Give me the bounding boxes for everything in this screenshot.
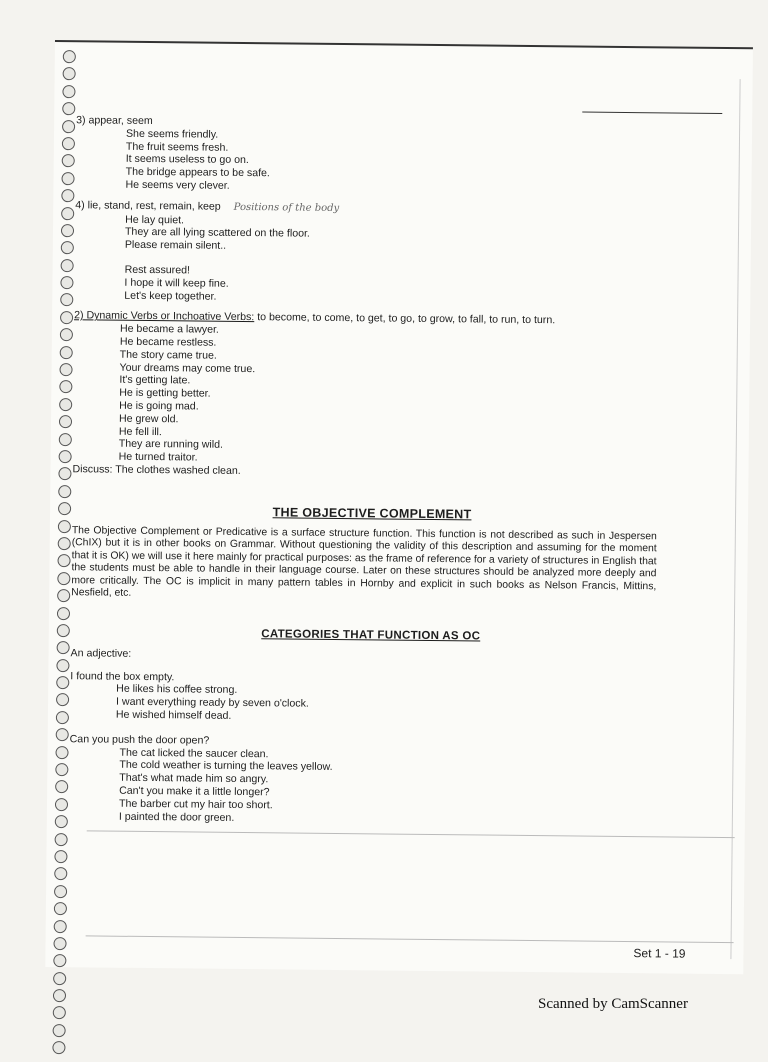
- example-line: They are all lying scattered on the floor.: [124, 226, 310, 241]
- binder-hole: [53, 954, 66, 967]
- heading-rest: to become, to come, to get, to go, to grow, to fall, to run, to turn.: [254, 311, 556, 327]
- binder-hole: [59, 450, 72, 463]
- binder-hole: [62, 120, 75, 133]
- scanner-watermark: Scanned by CamScanner: [538, 996, 688, 1012]
- binder-hole: [62, 102, 75, 115]
- example-line: I want everything ready by seven o'clock.: [116, 695, 309, 710]
- example-line: Rest assured!: [124, 263, 191, 277]
- margin-line: [730, 79, 740, 959]
- example-line: The cold weather is turning the leaves yellow.: [119, 759, 333, 774]
- binder-hole: [55, 746, 68, 759]
- binder-hole: [54, 902, 67, 915]
- document-page: [45, 40, 753, 974]
- binder-hole: [59, 433, 72, 446]
- binder-hole: [56, 711, 69, 724]
- binder-hole: [57, 589, 70, 602]
- binder-hole: [62, 85, 75, 98]
- example-line: Your dreams may come true.: [119, 361, 256, 375]
- page-set-label: Set 1 - 19: [633, 946, 686, 961]
- divider: [87, 830, 735, 838]
- binder-hole: [55, 780, 68, 793]
- binder-hole: [53, 937, 66, 950]
- example-line: I hope it will keep fine.: [124, 276, 229, 290]
- example-line: The fruit seems fresh.: [125, 140, 229, 154]
- binder-hole: [59, 380, 72, 393]
- subheading-adjective: An adjective:: [70, 647, 132, 660]
- binder-hole: [60, 276, 73, 289]
- binder-hole: [53, 1024, 66, 1037]
- title-text: THE OBJECTIVE COMPLEMENT: [272, 505, 472, 522]
- example-line: That's what made him so angry.: [119, 771, 269, 786]
- binder-hole: [61, 259, 74, 272]
- binder-hole: [59, 398, 72, 411]
- example-line: The bridge appears to be safe.: [125, 165, 270, 180]
- example-line: He is getting better.: [119, 386, 211, 400]
- binder-hole: [56, 676, 69, 689]
- binder-hole: [57, 572, 70, 585]
- binder-hole: [58, 485, 71, 498]
- example-line: They are running wild.: [118, 438, 224, 452]
- example-line: He is going mad.: [119, 399, 199, 413]
- example-line: He likes his coffee strong.: [116, 683, 238, 697]
- binder-hole: [63, 67, 76, 80]
- heading-text: 4) lie, stand, rest, remain, keep: [75, 199, 221, 213]
- example-line: Please remain silent..: [124, 238, 227, 252]
- binder-hole: [55, 815, 68, 828]
- binder-hole: [59, 415, 72, 428]
- section1-examples: [75, 127, 676, 197]
- binder-hole: [56, 659, 69, 672]
- binder-hole: [56, 694, 69, 707]
- binder-hole: [54, 850, 67, 863]
- example-line: He became restless.: [119, 335, 217, 349]
- binder-hole: [60, 328, 73, 341]
- binder-hole: [55, 833, 68, 846]
- binder-hole: [55, 763, 68, 776]
- heading-label: 2) Dynamic Verbs or Inchoative Verbs:: [74, 309, 255, 324]
- binder-hole: [63, 50, 76, 63]
- example-line: He lay quiet.: [125, 213, 185, 226]
- binder-hole: [61, 241, 74, 254]
- example-line: Can you push the door open?: [69, 733, 210, 747]
- title-text: CATEGORIES THAT FUNCTION AS OC: [261, 628, 481, 643]
- top-rule: [582, 112, 722, 114]
- example-line: He grew old.: [118, 412, 179, 426]
- example-line: I found the box empty.: [70, 669, 175, 683]
- binder-hole: [53, 989, 66, 1002]
- example-line: He seems very clever.: [125, 178, 230, 192]
- binder-hole: [58, 520, 71, 533]
- example-line: Let's keep together.: [124, 289, 217, 303]
- binder-hole: [61, 224, 74, 237]
- binder-hole: [57, 641, 70, 654]
- binder-hole: [54, 885, 67, 898]
- binder-hole: [62, 154, 75, 167]
- example-line: The cat licked the saucer clean.: [119, 746, 269, 760]
- example-line: He became a lawyer.: [119, 322, 219, 336]
- binder-hole: [54, 867, 67, 880]
- divider: [86, 935, 734, 943]
- example-line: The barber cut my hair too short.: [118, 797, 273, 812]
- binder-hole: [55, 798, 68, 811]
- example-line: Can't you make it a little longer?: [119, 784, 270, 799]
- example-line: She seems friendly.: [125, 127, 219, 141]
- document-content: [69, 114, 676, 829]
- example-line: It's getting late.: [119, 374, 191, 387]
- example-line: It seems useless to go on.: [125, 153, 249, 167]
- binder-hole: [61, 189, 74, 202]
- example-line: He wished himself dead.: [115, 708, 232, 722]
- example-line: I painted the door green.: [118, 810, 235, 824]
- binder-hole: [57, 554, 70, 567]
- objective-complement-paragraph: The Objective Complement or Predicative is a surface structure function. This function is not described as such in Jespersen (ChIX) but it is in other books on Grammar. Without questioning the validity of this description and assuming for the moment that it is OK) we will use it here mainly for practical purposes: as the frame of reference for a variety of structures in English that the students must be able to handle in their language course. Later on these structures should be analyzed more deeply and more critically. The OC is implicit in many pattern tables in Hornby and explicit in such books as Nelson Francis, Mittins, Nesfield, etc.: [71, 524, 657, 600]
- binder-hole: [60, 346, 73, 359]
- example-line: The story came true.: [119, 348, 217, 362]
- binder-hole: [57, 624, 70, 637]
- binder-hole: [53, 972, 66, 985]
- binder-hole: [58, 467, 71, 480]
- handwritten-note: Positions of the body: [233, 201, 340, 214]
- binder-hole: [54, 920, 67, 933]
- binder-hole: [52, 1041, 65, 1054]
- section-heading-appear-seem: 3) appear, seem: [76, 114, 153, 128]
- binder-hole: [58, 502, 71, 515]
- binder-hole: [60, 294, 73, 307]
- categories-title: [71, 626, 671, 645]
- binder-hole: [61, 172, 74, 185]
- example-line: He turned traitor.: [118, 450, 198, 464]
- binder-hole: [53, 1007, 66, 1020]
- binder-hole: [62, 137, 75, 150]
- example-line: He fell ill.: [118, 425, 162, 438]
- binder-hole: [61, 207, 74, 220]
- binder-hole: [60, 311, 73, 324]
- discuss-line: Discuss: The clothes washed clean.: [72, 463, 241, 477]
- binder-hole: [59, 363, 72, 376]
- objective-complement-title: [72, 504, 672, 523]
- binder-hole: [56, 728, 69, 741]
- binder-hole: [58, 537, 71, 550]
- binder-hole: [57, 607, 70, 620]
